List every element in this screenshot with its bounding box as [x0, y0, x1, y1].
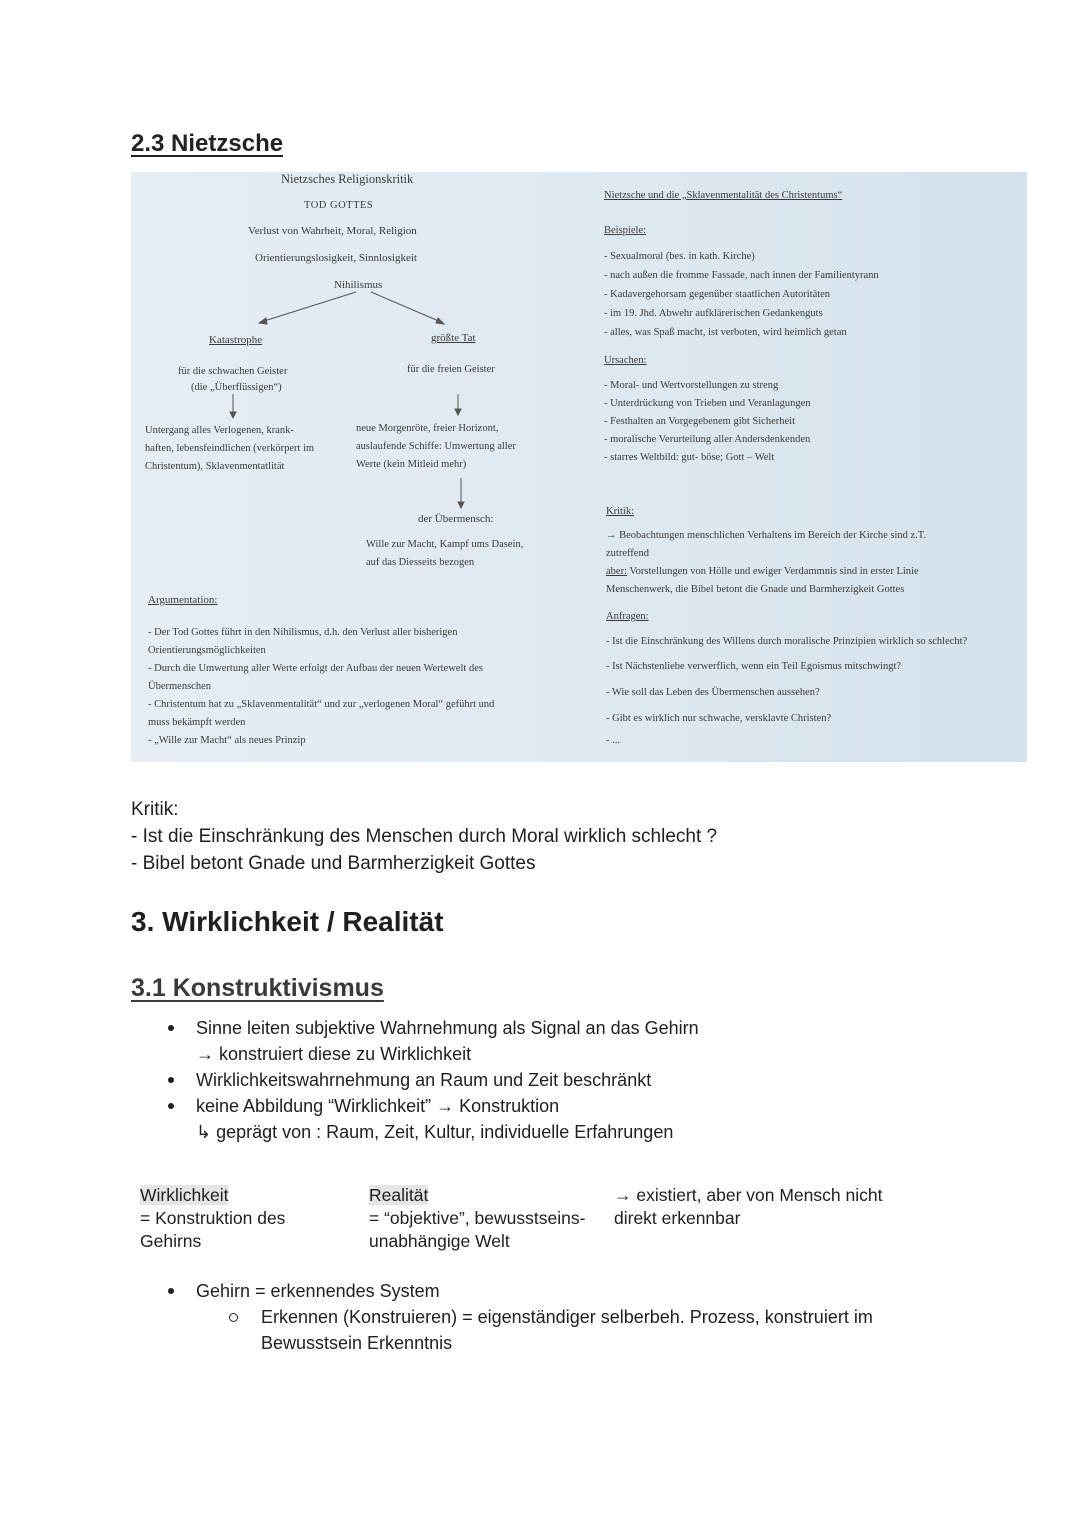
sub-item-erkennen: Erkennen (Konstruieren) = eigenständiger selberbeh. Prozess, konstruiert im	[261, 1307, 873, 1327]
scan-schwache-1: für die schwachen Geister	[178, 366, 288, 377]
scan-wille-2: auf das Diesseits bezogen	[366, 557, 475, 568]
scan-wille-1: Wille zur Macht, Kampf ums Dasein,	[366, 539, 524, 550]
scan-beispiel-item: - Kadavergehorsam gegenüber staatlichen Autoritäten	[604, 289, 831, 300]
bullet-dot	[168, 1077, 174, 1083]
scanned-worksheet-image	[131, 172, 1027, 762]
scan-anfragen-item: - ...	[606, 735, 620, 746]
scan-orientierung: Orientierungslosigkeit, Sinnlosigkeit	[255, 252, 417, 264]
scan-ursachen-item: - Unterdrückung von Trieben und Veranlagungen	[604, 398, 811, 409]
scan-ursachen-item: - starres Weltbild: gut- böse; Gott – Welt	[604, 452, 775, 463]
scan-arg-line: muss bekämpft werden	[148, 717, 246, 728]
scan-anfragen-item: - Ist die Einschränkung des Willens durch moralische Prinzipien wirklich so schlecht?	[606, 636, 968, 647]
scan-freie: für die freien Geister	[407, 364, 495, 375]
scan-ursachen-item: - Festhalten an Vorgegebenem gibt Sicherheit	[604, 416, 795, 427]
scan-kritik-line: zutreffend	[606, 548, 649, 559]
scan-ursachen-item: - moralische Verurteilung aller Andersdenkenden	[604, 434, 811, 445]
scan-uebermensch: der Übermensch:	[418, 513, 494, 525]
scan-anfragen: Anfragen:	[606, 611, 649, 622]
scan-kritik-line: → Beobachtungen menschlichen Verhaltens im Bereich der Kirche sind z.T.	[606, 530, 927, 541]
sub-item-erkennen-cont: Bewusstsein Erkenntnis	[261, 1333, 453, 1353]
scan-arg-line: - Durch die Umwertung aller Werte erfolgt der Aufbau der neuen Wertewelt des	[148, 663, 483, 674]
def-realitaet-1: = “objektive”, bewusstseins-	[369, 1208, 586, 1228]
bullet-dot	[168, 1103, 174, 1109]
scan-beispiel-item: - im 19. Jhd. Abwehr aufklärerischen Gedankenguts	[604, 308, 823, 319]
section-title-wirklichkeit: 3. Wirklichkeit / Realität	[131, 906, 444, 937]
scan-aber-label: aber:	[606, 566, 627, 577]
existiert-1: → existiert, aber von Mensch nicht	[614, 1185, 883, 1205]
scan-morgenroete-3: Werte (kein Mitleid mehr)	[356, 459, 467, 470]
scan-right-title: Nietzsche und die „Sklavenmentalität des Christentums“	[604, 190, 843, 201]
existiert-2: direkt erkennbar	[614, 1208, 741, 1228]
scan-argumentation: Argumentation:	[148, 594, 218, 606]
scan-morgenroete-1: neue Morgenröte, freier Horizont,	[356, 423, 499, 434]
scan-aber-rest: Vorstellungen von Hölle und ewiger Verdammnis sind in erster Linie	[627, 566, 919, 577]
scan-ursachen: Ursachen:	[604, 355, 647, 366]
bullet-item-sinne: Sinne leiten subjektive Wahrnehmung als Signal an das Gehirn	[196, 1018, 699, 1038]
definition-wirklichkeit	[140, 1184, 285, 1253]
term-wirklichkeit: Wirklichkeit	[140, 1185, 229, 1205]
bullet-dot	[168, 1288, 174, 1294]
scan-arg-line: Übermenschen	[148, 681, 211, 692]
bullet-dot	[168, 1025, 174, 1031]
scan-anfragen-item: - Ist Nächstenliebe verwerflich, wenn ein Teil Egoismus mitschwingt?	[606, 661, 902, 672]
sub-bullet-circle	[229, 1313, 238, 1322]
scan-arg-line: Orientierungsmöglichkeiten	[148, 645, 266, 656]
scan-ursachen-item: - Moral- und Wertvorstellungen zu streng	[604, 380, 779, 391]
definition-existiert	[614, 1184, 882, 1230]
kritik-label: Kritik:	[131, 799, 179, 820]
scan-tod-gottes: TOD GOTTES	[304, 200, 374, 211]
scan-verlust: Verlust von Wahrheit, Moral, Religion	[248, 225, 417, 237]
scan-title: Nietzsches Religionskritik	[281, 172, 414, 186]
scan-arg-line: - „Wille zur Macht“ als neues Prinzip	[148, 735, 306, 746]
term-realitaet: Realität	[369, 1185, 429, 1205]
scan-beispiel-item: - nach außen die fromme Fassade, nach innen der Familientyrann	[604, 270, 879, 281]
kritik-line-2: - Bibel betont Gnade und Barmherzigkeit Gottes	[131, 853, 536, 874]
bullet-item-sinne-cont: → konstruiert diese zu Wirklichkeit	[196, 1044, 472, 1064]
kritik-line-1: - Ist die Einschränkung des Menschen durch Moral wirklich schlecht ?	[131, 826, 718, 847]
scan-kritik-line: Menschenwerk, die Bibel betont die Gnade und Barmherzigkeit Gottes	[606, 584, 905, 595]
scan-untergang-2: haften, lebensfeindlichen (verkörpert im	[145, 443, 315, 454]
scan-untergang-1: Untergang alles Verlogenen, krank-	[145, 425, 294, 436]
bullet-item-abbildung-cont: ↳ geprägt von : Raum, Zeit, Kultur, individuelle Erfahrungen	[196, 1122, 674, 1142]
def-wirklichkeit-2: Gehirns	[140, 1231, 202, 1251]
bullet-item-wahrnehmung: Wirklichkeitswahrnehmung an Raum und Zeit beschränkt	[196, 1070, 652, 1090]
section-title-nietzsche: 2.3 Nietzsche	[131, 130, 284, 157]
scan-beispiel-item: - Sexualmoral (bes. in kath. Kirche)	[604, 251, 755, 262]
scan-arg-line: - Der Tod Gottes führt in den Nihilismus, d.h. den Verlust aller bisherigen	[148, 627, 458, 638]
scan-anfragen-item: - Gibt es wirklich nur schwache, versklavte Christen?	[606, 713, 832, 724]
scan-kritik: Kritik:	[606, 506, 634, 517]
scan-arg-line: - Christentum hat zu „Sklavenmentalität“ und zur „verlogenen Moral“ geführt und	[148, 699, 495, 710]
scan-katastrophe: Katastrophe	[209, 334, 263, 346]
definition-realitaet	[369, 1184, 585, 1253]
section-title-konstruktivismus: 3.1 Konstruktivismus	[131, 974, 384, 1002]
kritik-block	[131, 796, 717, 877]
scan-beispiel-item: - alles, was Spaß macht, ist verboten, wird heimlich getan	[604, 327, 847, 338]
scan-untergang-3: Christentum), Sklavenmentatlität	[145, 461, 285, 472]
scan-schwache-2: (die „Überflüssigen“)	[191, 382, 282, 393]
def-wirklichkeit-1: = Konstruktion des	[140, 1208, 286, 1228]
scan-nihilismus: Nihilismus	[334, 279, 383, 291]
scan-anfragen-item: - Wie soll das Leben des Übermenschen aussehen?	[606, 687, 820, 698]
scan-beispiele: Beispiele:	[604, 225, 646, 236]
scan-morgenroete-2: auslaufende Schiffe: Umwertung aller	[356, 441, 516, 452]
scan-groesste-tat: größte Tat	[431, 332, 476, 344]
bullet-item-gehirn: Gehirn = erkennendes System	[196, 1281, 440, 1301]
def-realitaet-2: unabhängige Welt	[369, 1231, 510, 1251]
scan-kritik-aber	[606, 563, 919, 581]
bullet-item-abbildung: keine Abbildung “Wirklichkeit” → Konstruktion	[196, 1096, 560, 1116]
